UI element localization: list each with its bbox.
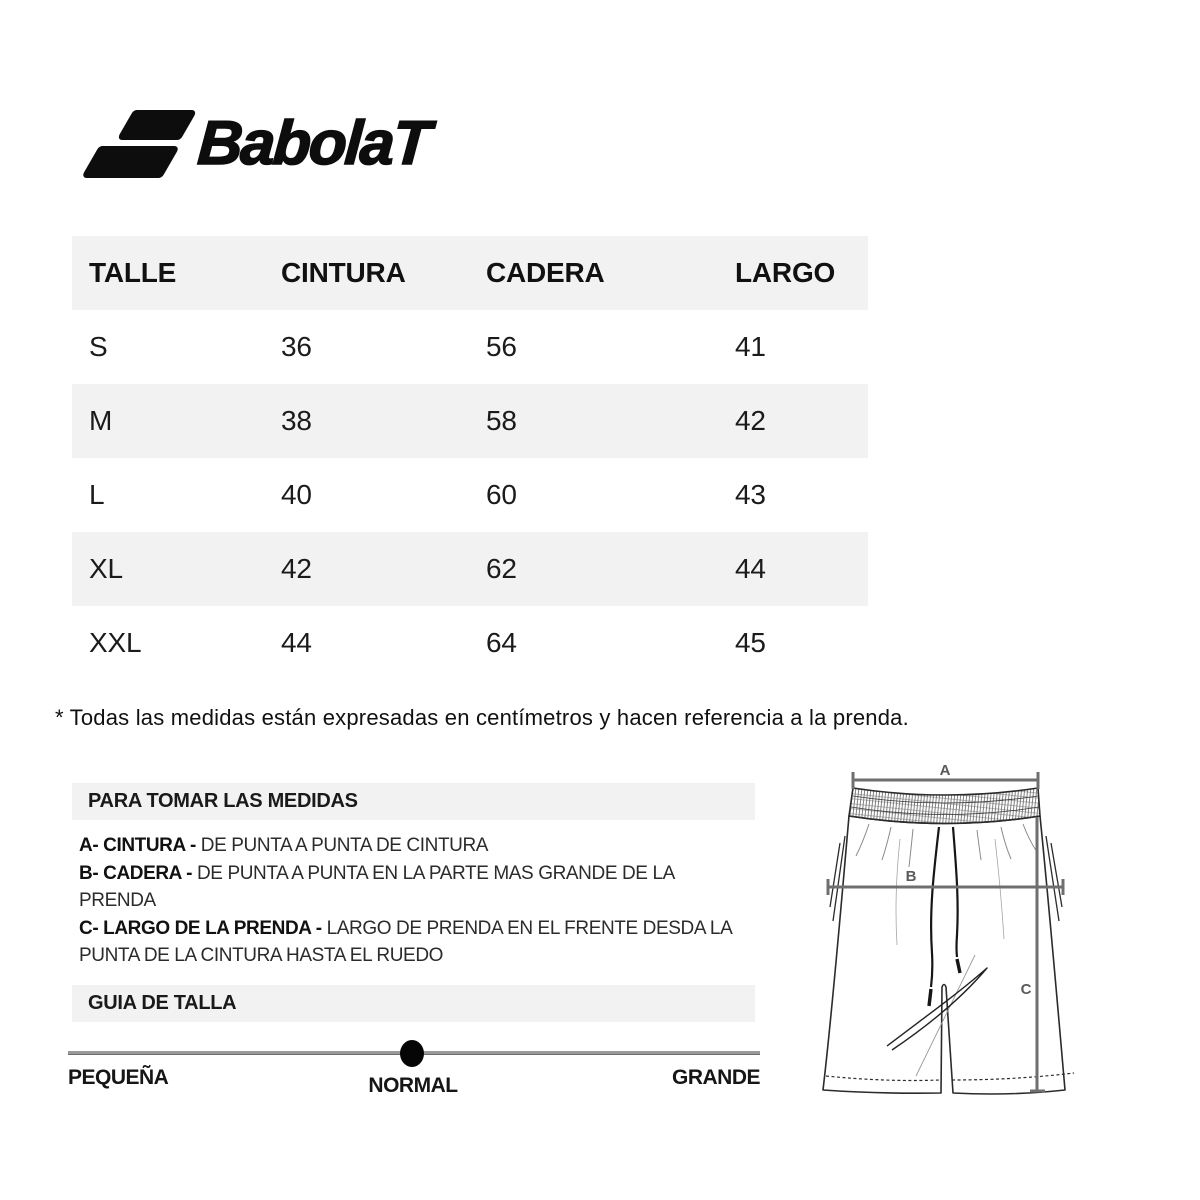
babolat-stripe-icon	[81, 146, 180, 178]
measuring-guide-header	[72, 783, 755, 820]
cell-largo: 42	[735, 405, 766, 436]
diagram-label-b: B	[905, 868, 917, 885]
shorts-measurement-diagram	[795, 755, 1110, 1110]
table-row-xl	[72, 532, 868, 606]
cell-talle: XXL	[89, 627, 142, 658]
col-header-cadera: CADERA	[486, 257, 605, 288]
cell-largo: 45	[735, 627, 766, 658]
col-header-talle: TALLE	[89, 257, 177, 288]
cell-cintura: 38	[281, 405, 312, 436]
cell-talle: L	[89, 479, 105, 510]
cell-cintura: 40	[281, 479, 312, 510]
cell-largo: 43	[735, 479, 766, 510]
cell-cadera: 58	[486, 405, 517, 436]
units-footnote: * Todas las medidas están expresadas en centímetros y hacen referencia a la prenda.	[55, 705, 909, 730]
cell-cadera: 62	[486, 553, 517, 584]
size-guide-slider-knob	[400, 1040, 424, 1067]
cell-largo: 44	[735, 553, 766, 584]
diagram-label-a: A	[939, 762, 951, 779]
size-table	[72, 236, 868, 680]
measure-item-desc: DE PUNTA A PUNTA DE CINTURA	[195, 835, 489, 856]
table-header-row	[72, 236, 868, 310]
cell-largo: 41	[735, 331, 766, 362]
table-row-xxl	[72, 606, 868, 680]
measuring-guide-title: PARA TOMAR LAS MEDIDAS	[88, 790, 358, 812]
table-row-m	[72, 384, 868, 458]
cell-cadera: 56	[486, 331, 517, 362]
table-row-l	[72, 458, 868, 532]
size-guide-label-large: GRANDE	[671, 1066, 760, 1089]
measure-item-a	[79, 832, 734, 860]
col-header-largo: LARGO	[735, 257, 836, 288]
measure-item-label: C- LARGO DE LA PRENDA -	[79, 917, 322, 939]
size-guide-label-small: PEQUEÑA	[68, 1066, 169, 1089]
cell-cadera: 64	[486, 627, 517, 658]
cell-cintura: 44	[281, 627, 312, 658]
measure-item-desc: DE PUNTA A PUNTA EN LA PARTE MAS GRANDE DE LA PRENDA	[79, 862, 674, 911]
babolat-stripe-icon	[116, 110, 197, 140]
cell-cadera: 60	[486, 479, 517, 510]
cell-cintura: 36	[281, 331, 312, 362]
cell-talle: S	[89, 331, 108, 362]
measure-item-label: A- CINTURA -	[79, 835, 196, 856]
cell-cintura: 42	[281, 553, 312, 584]
cell-talle: M	[89, 405, 113, 436]
diagram-label-c: C	[1020, 981, 1032, 998]
logo-text: BabolaT	[195, 109, 432, 178]
measure-item-c	[79, 915, 734, 970]
table-row-s	[72, 310, 868, 384]
measure-item-b	[79, 860, 734, 915]
size-guide-label-normal: NORMAL	[368, 1074, 458, 1097]
cell-talle: XL	[89, 553, 123, 584]
measure-item-label: B- CADERA -	[79, 862, 193, 884]
measuring-guide-items	[79, 832, 734, 970]
size-guide-title: GUIA DE TALLA	[88, 992, 237, 1014]
size-guide-header	[72, 985, 755, 1022]
col-header-cintura: CINTURA	[281, 257, 406, 288]
measure-item-desc: LARGO DE PRENDA EN EL FRENTE DESDA LA PUNTA DE LA CINTURA HASTA EL RUEDO	[79, 917, 732, 966]
